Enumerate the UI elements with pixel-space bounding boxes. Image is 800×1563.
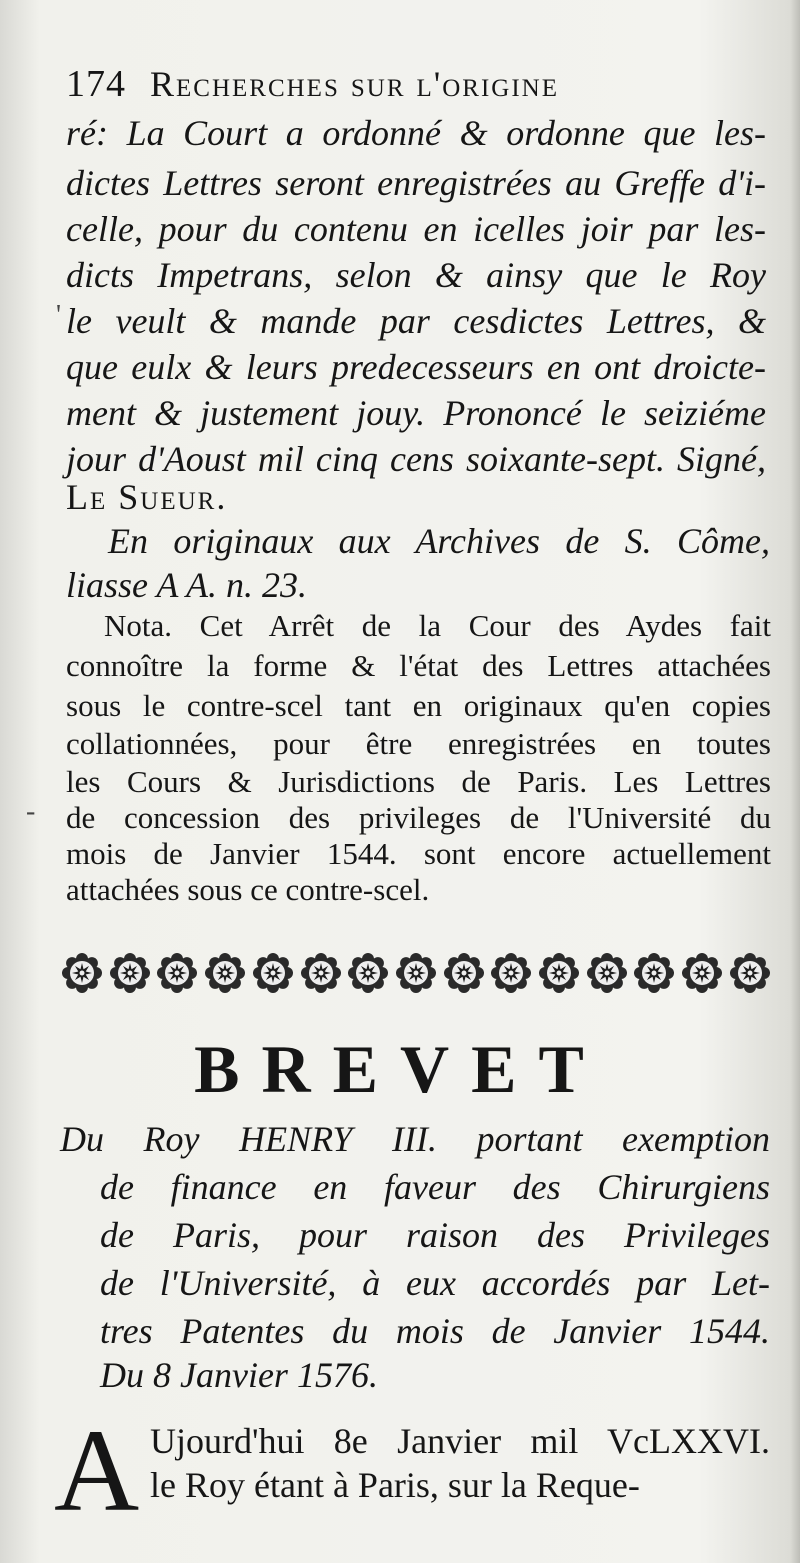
page-number: 174	[66, 63, 126, 105]
arret-line: ment & justement jouy. Prononcé le seiziéme	[66, 393, 766, 433]
signature-line: Le Sueur.	[66, 477, 228, 517]
star-rosette-icon	[442, 951, 486, 995]
source-line: liasse A A. n. 23.	[66, 565, 308, 605]
brevet-subtitle-line: de finance en faveur des Chirurgiens	[100, 1167, 770, 1207]
brevet-date-line: Du 8 Janvier 1576.	[100, 1355, 378, 1395]
arret-line: dictes Lettres seront enregistrées au Greffe d'i-	[66, 163, 766, 203]
brevet-subtitle-line: Du Roy HENRY III. portant exemption	[60, 1119, 770, 1159]
nota-line: connoître la forme & l'état des Lettres attachées	[66, 648, 771, 683]
star-rosette-icon	[585, 951, 629, 995]
brevet-subtitle-line: de Paris, pour raison des Privileges	[100, 1215, 770, 1255]
nota-line: collationnées, pour être enregistrées en toutes	[66, 726, 771, 761]
star-rosette-icon	[108, 951, 152, 995]
star-rosette-icon	[632, 951, 676, 995]
running-title: Recherches sur l'origine	[150, 64, 560, 104]
star-rosette-icon	[394, 951, 438, 995]
star-rosette-icon	[346, 951, 390, 995]
star-rosette-icon	[680, 951, 724, 995]
star-rosette-icon	[728, 951, 772, 995]
arret-line: celle, pour du contenu en icelles joir par les-	[66, 209, 766, 249]
star-rosette-icon	[155, 951, 199, 995]
star-rosette-icon	[203, 951, 247, 995]
printers-ornament	[60, 948, 772, 998]
nota-line: mois de Janvier 1544. sont encore actuellement	[66, 836, 771, 871]
nota-line: attachées sous ce contre-scel.	[66, 872, 430, 907]
star-rosette-icon	[60, 951, 104, 995]
margin-tick-mark: '	[56, 300, 62, 331]
nota-line: les Cours & Jurisdictions de Paris. Les Lettres	[66, 764, 771, 799]
brevet-subtitle-line: tres Patentes du mois de Janvier 1544.	[100, 1311, 770, 1351]
star-rosette-icon	[299, 951, 343, 995]
nota-line: Nota. Cet Arrêt de la Cour des Aydes fait	[104, 608, 771, 643]
nota-line: de concession des privileges de l'Université du	[66, 800, 771, 835]
source-line: En originaux aux Archives de S. Côme,	[108, 521, 770, 561]
brevet-subtitle-line: de l'Université, à eux accordés par Let-	[100, 1263, 770, 1303]
arret-line: jour d'Aoust mil cinq cens soixante-sept. Signé,	[66, 439, 766, 479]
nota-line: sous le contre-scel tant en originaux qu'en copies	[66, 688, 771, 723]
margin-dash-mark: -	[26, 796, 36, 827]
arret-line: le veult & mande par cesdictes Lettres, &	[66, 301, 766, 341]
running-header	[66, 62, 559, 106]
arret-line: dicts Impetrans, selon & ainsy que le Roy	[66, 255, 766, 295]
drop-cap: A	[54, 1405, 140, 1536]
body-line: le Roy étant à Paris, sur la Reque-	[150, 1465, 640, 1505]
section-title: BREVET	[194, 1031, 606, 1107]
arret-line: que eulx & leurs predecesseurs en ont droicte-	[66, 347, 766, 387]
star-rosette-icon	[489, 951, 533, 995]
star-rosette-icon	[537, 951, 581, 995]
arret-line: ré: La Court a ordonné & ordonne que les-	[66, 113, 766, 153]
star-rosette-icon	[251, 951, 295, 995]
body-line: Ujourd'hui 8e Janvier mil VcLXXVI.	[150, 1421, 770, 1461]
